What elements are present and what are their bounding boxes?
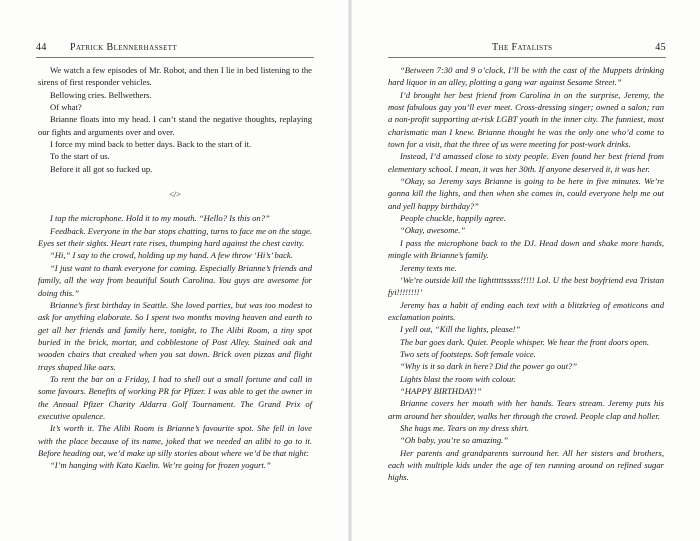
paragraph: Lights blast the room with colour.	[400, 373, 516, 384]
left-page	[0, 0, 348, 541]
paragraph: Brianne’s first birthday in Seattle. She loved parties, but was too modest to ask for anything elaborate. So I spent two months moving heaven and earth to get all her friends and family here, tonight, to The Alibi Room, a tiny spot buried in the brick, mortar, and cobblestone of Post Alley. Stained oak and wooden chairs that creaked when you sat down. Brick oven pizzas and flight trays shaped like oars.	[38, 299, 312, 372]
paragraph: Jeremy has a habit of ending each text with a blitzkrieg of emoticons and exclamation points.	[388, 299, 664, 322]
right-page-body	[388, 64, 664, 484]
paragraph: It’s worth it. The Alibi Room is Brianne’s favourite spot. She fell in love with the place because of its name, joked that we needed an alibi to go to it. Before heading out, we’d make up silly stories about where we’d be that night:	[38, 423, 312, 458]
paragraph: Before it all got so fucked up.	[50, 163, 153, 174]
paragraph: Instead, I’d amassed close to sixty people. Even found her best friend from elementary school. I mean, it was her 30th. If anyone deserved it, it was her.	[388, 151, 664, 174]
paragraph: The bar goes dark. Quiet. People whisper. We hear the front doors open.	[400, 336, 650, 347]
paragraph: I tap the microphone. Hold it to my mouth. “Hello? Is this on?”	[50, 213, 270, 224]
section-separator: </>	[168, 189, 182, 200]
running-head	[388, 42, 666, 56]
paragraph: To rent the bar on a Friday, I had to shell out a small fortune and call in some favours. Benefits of working PR for Pfizer. I was able to get the owner in the Annual Pfizer Charity Aldarra Golf Tournament. The Grand Prix of executive opulence.	[38, 373, 312, 421]
paragraph: “Between 7:30 and 9 o’clock, I’ll be with the cast of the Muppets drinking hard liquor in an alley, plotting a gang war against Sesame Street.”	[388, 65, 664, 88]
paragraph: Of what?	[50, 102, 82, 113]
paragraph: Brianne floats into my head. I can’t stand the negative thoughts, replaying our fights and arguments over and over.	[38, 114, 312, 137]
paragraph: Her parents and grandparents surround her. All her sisters and brothers, each with multiple kids under the age of ten running around on refined sugar highs.	[388, 447, 664, 483]
paragraph: “Why is it so dark in here? Did the power go out?”	[400, 361, 578, 372]
section-gap	[38, 175, 312, 187]
paragraph: ‘We’re outside kill the lightttttsssss!!!!! Lol. U the best boyfriend eva Tristan fyi!!!!!!!!’	[388, 274, 664, 298]
running-head	[36, 42, 314, 56]
paragraph: Two sets of footsteps. Soft female voice.	[400, 348, 536, 359]
paragraph: We watch a few episodes of Mr. Robot, and then I lie in bed listening to the sirens of first responder vehicles.	[38, 65, 312, 88]
right-page	[352, 0, 700, 541]
paragraph: “I’m hanging with Kato Kaelin. We’re going for frozen yogurt.”	[50, 460, 271, 471]
paragraph: “Okay, awesome.”	[400, 225, 466, 236]
paragraph: She hugs me. Tears on my dress shirt.	[400, 422, 529, 433]
left-page-body	[38, 64, 312, 472]
page-number: 44	[36, 42, 47, 53]
paragraph: Brianne covers her mouth with her hands. Tears stream. Jeremy puts his arm around her shoulder, walks her through the crowd. People clap and holler.	[388, 398, 664, 421]
paragraph: Feedback. Everyone in the bar stops chatting, turns to face me on the stage. Eyes set their sights. Heart rate rises, thumping hard against the chest cavity.	[38, 225, 312, 249]
paragraph: Jeremy texts me.	[400, 262, 457, 273]
paragraph: “Hi,” I say to the crowd, holding up my hand. A few throw ‘Hi’s’ back.	[50, 250, 293, 261]
paragraph: “Okay, so Jeremy says Brianne is going to be here in five minutes. We’re gonna kill the lights, and then when she comes in, could everyone help me out and yell happy birthday?”	[388, 176, 664, 211]
book-title: The Fatalists	[492, 42, 553, 53]
paragraph: I’d brought her best friend from Carolina in on the surprise, Jeremy, the most fabulous gay you’ll ever meet. Cross-dressing singer; owned a salon; ran a non-profit supporting at-risk LGBT youth in the inner city. The funniest, most charismatic man I knew. Brianne thought he was the only one who’d come to town for a visit, that the three of us were meeting for post-work drinks.	[388, 89, 664, 150]
paragraph: “HAPPY BIRTHDAY!”	[400, 385, 482, 396]
author-name: Patrick Blennerhassett	[70, 42, 178, 53]
paragraph: “I just want to thank everyone for coming. Especially Brianne’s friends and family, all the way from beautiful South Carolina. You guys are awesome for doing this.”	[38, 262, 312, 298]
paragraph: “Oh baby, you’re so amazing.”	[400, 435, 509, 446]
paragraph: To the start of us.	[50, 151, 110, 162]
paragraph: Bellowing cries. Bellwethers.	[50, 89, 152, 100]
paragraph: People chuckle, happily agree.	[400, 213, 506, 224]
paragraph: I pass the microphone back to the DJ. Head down and shake more hands, mingle with Brianne’s family.	[388, 237, 664, 261]
header-rule	[388, 57, 666, 58]
header-rule	[36, 57, 314, 58]
page-number: 45	[655, 42, 666, 53]
paragraph: I force my mind back to better days. Back to the start of it.	[50, 139, 252, 150]
paragraph: I yell out, “Kill the lights, please!”	[400, 324, 521, 335]
